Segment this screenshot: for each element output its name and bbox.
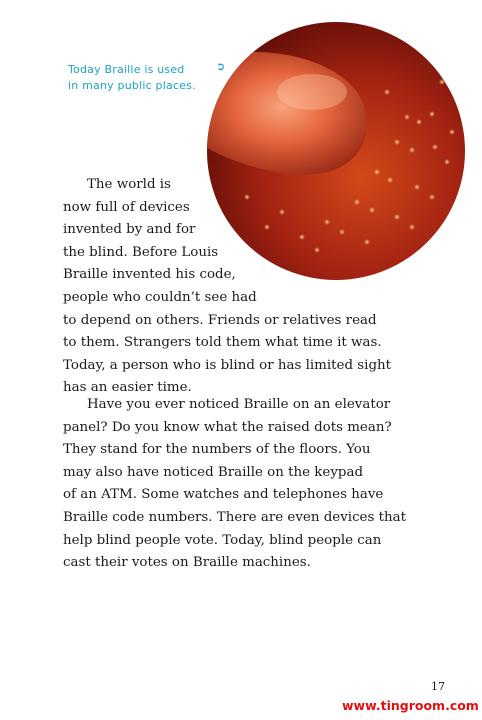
paragraph-1-line: The world is xyxy=(87,177,171,192)
paragraph-2-line: They stand for the numbers of the floors. You xyxy=(63,442,371,458)
paragraph-1-line: people who couldn’t see had xyxy=(63,289,257,305)
paragraph-2-line: Braille code numbers. There are even devices that xyxy=(63,509,406,525)
paragraph-1-line: the blind. Before Louis xyxy=(63,244,219,260)
paragraph-1-line: invented by and for xyxy=(63,222,196,238)
paragraph-2-line: panel? Do you know what the raised dots mean? xyxy=(63,419,392,435)
paragraph-1 xyxy=(63,174,423,400)
paragraph-1-line: Braille invented his code, xyxy=(63,267,236,283)
paragraph-1-line: Today, a person who is blind or has limited sight xyxy=(63,357,392,373)
finger-shape xyxy=(207,52,367,175)
paragraph-2-line: may also have noticed Braille on the keypad xyxy=(63,464,364,480)
page-number: 17 xyxy=(431,680,445,693)
paragraph-1-line: has an easier time. xyxy=(63,380,192,396)
paragraph-2-line: Have you ever noticed Braille on an elevator xyxy=(87,397,391,412)
paragraph-2-line: help blind people vote. Today, blind people can xyxy=(63,532,382,548)
paragraph-1-line: to them. Strangers told them what time it was. xyxy=(63,335,382,351)
paragraph-2-line: cast their votes on Braille machines. xyxy=(63,555,311,571)
paragraph-2-line: of an ATM. Some watches and telephones have xyxy=(63,487,384,503)
caption-line-2: in many public places. xyxy=(68,79,196,92)
finger-highlight xyxy=(277,74,347,110)
caption-line-1: Today Braille is used xyxy=(68,63,185,76)
photo-caption xyxy=(68,62,218,94)
paragraph-1-line: to depend on others. Friends or relatives read xyxy=(63,312,377,328)
site-watermark: www.tingroom.com xyxy=(342,698,479,713)
paragraph-2 xyxy=(63,394,423,575)
paragraph-1-line: now full of devices xyxy=(63,199,190,215)
